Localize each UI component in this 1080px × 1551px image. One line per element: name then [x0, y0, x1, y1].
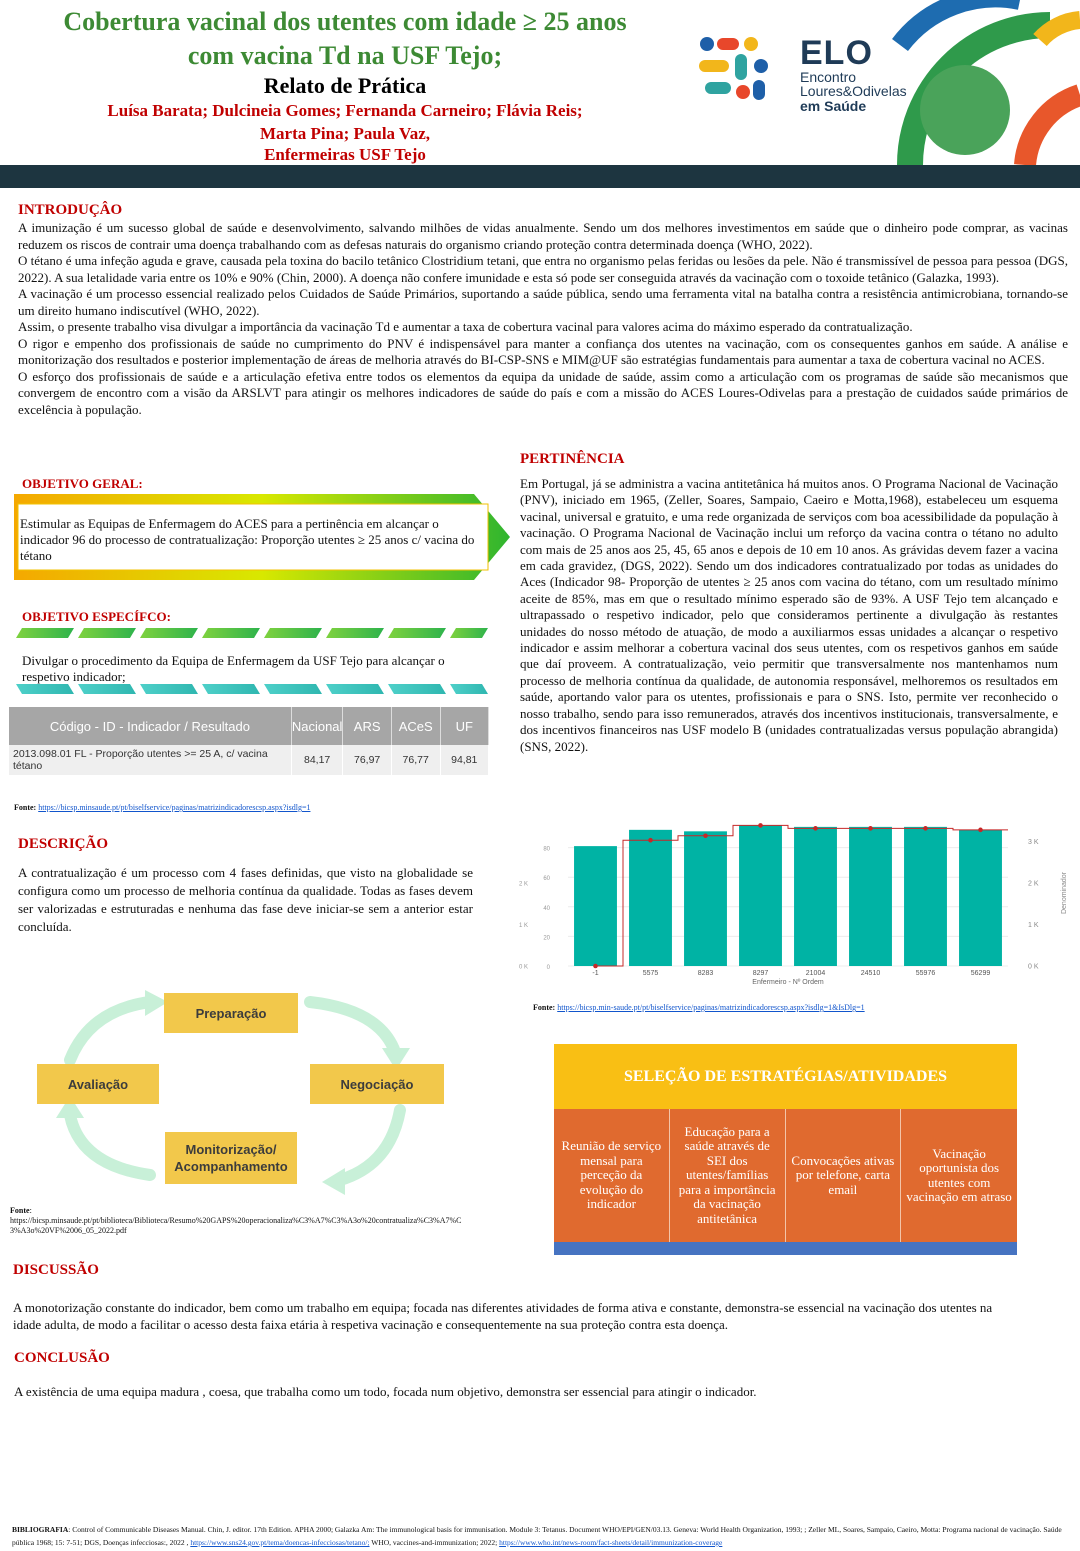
chart-x-axis-label: Enfermeiro - Nº Ordem: [752, 979, 824, 986]
enfermeiro-bar-chart: [488, 798, 1078, 988]
table-cell: 76,77: [391, 745, 440, 775]
logo-line-2: Loures&Odivelas: [800, 83, 907, 99]
poster-subtitle: Relato de Prática: [263, 73, 427, 98]
cycle-step-monitorizacao-line-2: Acompanhamento: [174, 1159, 288, 1174]
fonte-2: [533, 1003, 865, 1012]
table-header-cell: Código - ID - Indicador / Resultado: [9, 707, 291, 745]
introducao-paragraph: A vacinação é um processo essencial realizado pelos Cuidados de Saúde Primários, suportando a saúde pública, sendo uma ferramenta vital na batalha contra a resistência antimicrobiana, tornando-se um direito humano indiscutível (WHO, 2022).: [18, 286, 1068, 318]
introducao-heading: INTRODUÇÂO: [18, 202, 123, 218]
chart-bar: [849, 827, 892, 966]
descricao-text: A contratualização é um processo com 4 fases definidas, que visto na globalidade se configura como um processo de melhoria contínua da qualidade. Todas as fases devem ser valorizadas e estruturadas e nenhuma das fase deve iniciar-se sem a anterior estar concluída.: [18, 865, 473, 934]
introducao-paragraph: O rigor e empenho dos profissionais de saúde no cumprimento do PNV é indispensável para manter a confiança dos utentes na vacinação, com os consequentes ganhos em saúde. A análise e monitorização dos resultados e posterior implementação de áreas de melhoria através do BI-CSP-SNS e MIM@UF são estratégias fundamentais para aumentar a taxa de cobertura vacinal no ACES.: [18, 335, 1068, 367]
pertinencia-text: Em Portugal, já se administra a vacina antitetânica há muitos anos. O Programa Nacional de Vacinação (PNV), iniciado em 1965, (Zeller, Soares, Sampaio, Caeiro e Motta,1968), estabeleceu um esquema vacinal, universal e gratuito, e uma rede organizada de serviços com boa acessibilidade da população à vacinação. O Programa Nacional de Vacinação inclui um reforço da vacina contra o tétano no adulto com mais de 25 anos aos 25, 45, 65 anos e depois de 10 em 10 anos. As grávidas devem fazer a vacina em cada gravidez, (DGS, 2022). Sendo um dos indicadores contratualizado por todas as unidades do Aces (Indicador 98- Proporção de utentes ≥ 25 anos com vacina do tétano, com um resultado mínimo aceite de 85%, mas em que o resultado mínimo esperado são de 93%. A USF Tejo tem alcançado e ultrapassado o respetivo indicador, pelo que consideramos pertinente a divulgação às restantes unidades do nosso método de atuação, de modo a auxiliarmos essas unidades a alcançar o respetivo indicador e assim melhorar a cobertura vacinal dos seus utentes, com os respetivos ganhos em saúde que daí proveem. A contratualização, veio permitir que transversalmente nos mantenhamos num processo de melhoria contínua da qualidade, de autonomia responsável, melhoremos os resultados em saúde, aportando valor para os utentes, profissionais e para o SNS. Isto, permite ver reconhecido o nosso trabalho, sendo para isso remunerados, através dos incentivos institucionais, transversalmente, e dos incentivos financeiros nas USF modelo B (unidades contratualizadas versus população abrangida) (SNS, 2022).: [520, 476, 1058, 754]
chart-y2-tick-label: 2 K: [1028, 880, 1039, 888]
chart-y-tick-label: 1 K: [518, 922, 528, 929]
chart-x-tick-label: 55976: [915, 970, 936, 977]
conclusao-heading: CONCLUSÃO: [14, 1350, 110, 1366]
introducao-paragraph: O tétano é uma infeção aguda e grave, causada pela toxina do bacilo tetânico Clostridium tetani, que entra no organismo pelas feridas ou lesões da pele. Não é transmissível de pessoa para pessoa (DGS, 2022). A sua letalidade varia entre os 10% e 90% (Chin, 2000). A doença não confere imunidade e esta só pode ser conseguida através da vacinação com o toxoide tetânico (Galazka, 1993).: [18, 253, 1068, 285]
poster-title-line-2: com vacina Td na USF Tejo;: [187, 41, 503, 70]
chart-y-tick-label: 40: [543, 905, 550, 912]
chart-line-point: [978, 828, 983, 833]
table-header-cell: UF: [440, 707, 488, 745]
chart-y-tick-label: 2 K: [518, 881, 528, 888]
objetivo-geral-text: Estimular as Equipas de Enfermagem do ACES para a pertinência em alcançar o indicador 96 do processo de contratualização: Proporção utentes ≥ 25 anos c/ vacina do tétano: [20, 516, 475, 563]
introducao-text: [18, 220, 1068, 418]
authors-line-2: Marta Pina; Paula Vaz,: [260, 124, 430, 143]
bibliografia-link-1[interactable]: https://www.sns24.gov.pt/tema/doencas-infecciosas/tetano/;: [190, 1538, 370, 1547]
bibliografia-label: BIBLIOGRAFIA: [12, 1525, 69, 1534]
estrategias-footer-bar: [554, 1242, 1017, 1255]
introducao-paragraph: O esforço dos profissionais de saúde e a articulação efetiva entre todos os elementos da equipa da unidade de saúde, assim como a articulação com os programas de saúde são mecanismos que convergem de encontro com a visão da ARSLVT para atingir os melhores indicadores de saúde do país e com a missão do ACES Loures-Odivelas para a prestação de cuidados saúde primários de excelência à população.: [18, 368, 1068, 417]
chart-bar: [739, 825, 782, 966]
table-cell: 84,17: [291, 745, 343, 775]
objetivo-especifico-heading: OBJETIVO ESPECÍFCO:: [22, 609, 171, 624]
chart-bar: [904, 827, 947, 966]
chart-y2-tick-label: 1 K: [1028, 921, 1039, 929]
chart-y-tick-label: 0: [546, 965, 550, 971]
chart-x-tick-label: 5575: [642, 970, 659, 977]
chart-line-point: [648, 838, 653, 843]
fonte-label: Fonte: [10, 1206, 30, 1215]
estrategias-heading: SELEÇÃO DE ESTRATÉGIAS/ATIVIDADES: [554, 1044, 1017, 1109]
chart-line-point: [758, 823, 763, 828]
fonte-1: [14, 803, 310, 812]
logo-line-1: Encontro: [800, 69, 857, 85]
cycle-step-monitorizacao-line-1: Monitorização/: [185, 1142, 277, 1157]
logo-line-3: em Saúde: [800, 98, 867, 114]
table-cell: 2013.098.01 FL - Proporção utentes >= 25 A, c/ vacina tétano: [9, 745, 291, 775]
chart-x-tick-label: -1: [592, 970, 599, 977]
table-cell: 94,81: [440, 745, 488, 775]
chart-line-point: [868, 826, 873, 831]
authors-line-3: Enfermeiras USF Tejo: [264, 145, 426, 164]
descricao-heading: DESCRIÇÃO: [18, 836, 109, 852]
chart-bar: [959, 830, 1002, 966]
estrategia-item: Educação para a saúde através de SEI dos utentes/famílias para a importância da vacinação antitetânica: [670, 1109, 786, 1242]
cycle-step-negociacao: Negociação: [310, 1064, 444, 1104]
table-row: [9, 745, 489, 775]
discussao-heading: DISCUSSÃO: [13, 1262, 99, 1278]
cycle-step-avaliacao: Avaliação: [37, 1064, 159, 1104]
indicator-table: [9, 707, 489, 775]
chart-bar: [794, 827, 837, 966]
poster-title-line-1: Cobertura vacinal dos utentes com idade ≥ 25 anos: [63, 7, 627, 36]
chart-x-tick-label: 8297: [752, 970, 769, 977]
chart-y2-tick-label: 3 K: [1028, 838, 1039, 846]
introducao-paragraph: Assim, o presente trabalho visa divulgar a importância da vacinação Td e aumentar a taxa de cobertura vacinal para valores acima do máximo esperado da contratualização.: [18, 319, 913, 334]
objetivo-geral-heading: OBJETIVO GERAL:: [22, 476, 143, 491]
pertinencia-heading: PERTINÊNCIA: [520, 451, 625, 467]
chart-y-tick-label: 60: [543, 876, 550, 883]
table-cell: 76,97: [343, 745, 391, 775]
chart-y2-tick-label: 0 K: [1028, 963, 1039, 971]
chart-x-tick-label: 8283: [697, 970, 714, 977]
cycle-step-monitorizacao: [165, 1132, 297, 1184]
chart-x-tick-label: 21004: [805, 970, 826, 977]
estrategias-table: [554, 1044, 1017, 1255]
chart-bar: [574, 846, 617, 966]
fonte-2-link[interactable]: https://bicsp.min-saude.pt/pt/biselfservice/paginas/matrizindicadorescsp.aspx?isdlg=1&IsDlg=1: [557, 1003, 865, 1012]
bibliografia-link-2[interactable]: https://www.who.int/news-room/fact-sheets/detail/immunization-coverage: [499, 1538, 723, 1547]
chart-y-tick-label: 80: [543, 846, 550, 853]
fonte-1-link[interactable]: https://bicsp.minsaude.pt/pt/biselfservice/paginas/matrizindicadorescsp.aspx?isdlg=1: [38, 803, 311, 812]
decorative-arcs-graphic: [880, 0, 1080, 165]
indicator-table-header-row: [9, 707, 489, 745]
conclusao-text: A existência de uma equipa madura , coesa, que trabalha como um todo, focada num objetivo, demonstra ser essencial para atingir o indicador.: [14, 1384, 757, 1399]
chart-y2-axis-label: Denominador: [1061, 871, 1068, 915]
bibliografia-text-1: : Control of Communicable Diseases Manual. Chin, J. editor. 17th Edition. APHA 2000; Galazka Am: The immunological basis for immunisation. Module 3: Tetanus. Document WHO/EPI/GEN/03.13. Geneva: World Health Organization, 1993; ; Zeller ML, Soares, Sampaio, Caeiro, Motta: Programa nacional de vacinação. Saúde pública 1968; 15: 7-51; DGS, Doenças infecciosas:, 2022 ,: [12, 1525, 1062, 1547]
estrategia-item: Convocações ativas por telefone, carta email: [786, 1109, 902, 1242]
chart-y-tick-label: 0 K: [518, 964, 528, 971]
poster-header: [0, 0, 1080, 165]
estrategia-item: Reunião de serviço mensal para perceção da evolução do indicador: [554, 1109, 670, 1242]
contratualizacao-cycle-diagram: [0, 990, 480, 1200]
authors-line-1: Luísa Barata; Dulcineia Gomes; Fernanda Carneiro; Flávia Reis;: [107, 101, 583, 120]
bibliografia: [12, 1523, 1072, 1549]
chart-line-point: [593, 964, 598, 969]
chart-x-tick-label: 24510: [860, 970, 881, 977]
table-header-cell: ACeS: [391, 707, 440, 745]
fonte-3-text: https://bicsp.minsaude.pt/pt/biblioteca/Biblioteca/Resumo%20GAPS%20operacionaliza%C3%A7%C3%A3o%20contratualiza%C3%A7%C3%A3o%20VF%2006_05_2022.pdf: [10, 1216, 462, 1235]
cycle-step-preparacao: Preparação: [164, 993, 298, 1033]
chart-bar: [629, 830, 672, 966]
chart-line-point: [703, 833, 708, 838]
estrategia-item: Vacinação oportunista dos utentes com vacinação em atraso: [901, 1109, 1017, 1242]
table-header-cell: ARS: [343, 707, 391, 745]
table-header-cell: Nacional: [291, 707, 343, 745]
discussao-text: A monotorização constante do indicador, bem como um trabalho em equipa; focada nas diferentes atividades de forma ativa e constante, demonstra-se essencial na vacinação dos utentes na idade adulta, de modo a facilitar o acesso desta faixa etária à respetiva vacinação e consequentemente na sua proteção contra esta doença.: [13, 1300, 993, 1332]
chart-line-point: [813, 826, 818, 831]
objetivo-especifico-text: Divulgar o procedimento da Equipa de Enfermagem da USF Tejo para alcançar o respetivo indicador;: [22, 653, 445, 684]
fonte-label: Fonte:: [14, 803, 39, 812]
fonte-label: Fonte:: [533, 1003, 558, 1012]
chart-x-tick-label: 56299: [970, 970, 991, 977]
logo-title: ELO: [800, 34, 873, 72]
bibliografia-text-2: WHO, vaccines-and-immunization; 2022;: [369, 1538, 500, 1547]
introducao-paragraph: A imunização é um sucesso global de saúde e desenvolvimento, salvando milhões de vidas anualmente. Sendo um dos melhores investimentos em saúde que o dinheiro pode comprar, as vacinas reduzem os riscos de contrair uma doença trabalhando com as defesas naturais do organismo criando proteção contra determinada doença (WHO, 2022).: [18, 220, 1068, 252]
chart-bar: [684, 831, 727, 966]
chart-y-tick-label: 20: [543, 935, 550, 942]
fonte-3: Fonte: https://bicsp.minsaude.pt/pt/biblioteca/Biblioteca/Resumo%20GAPS%20operacionaliza%C3%A7%C3%A3o%20contratualiza%C3%A7%C3%A3o%20VF%2006_05_2022.pdf: [10, 1206, 462, 1235]
chart-line-point: [923, 826, 928, 831]
header-band: [0, 165, 1080, 188]
